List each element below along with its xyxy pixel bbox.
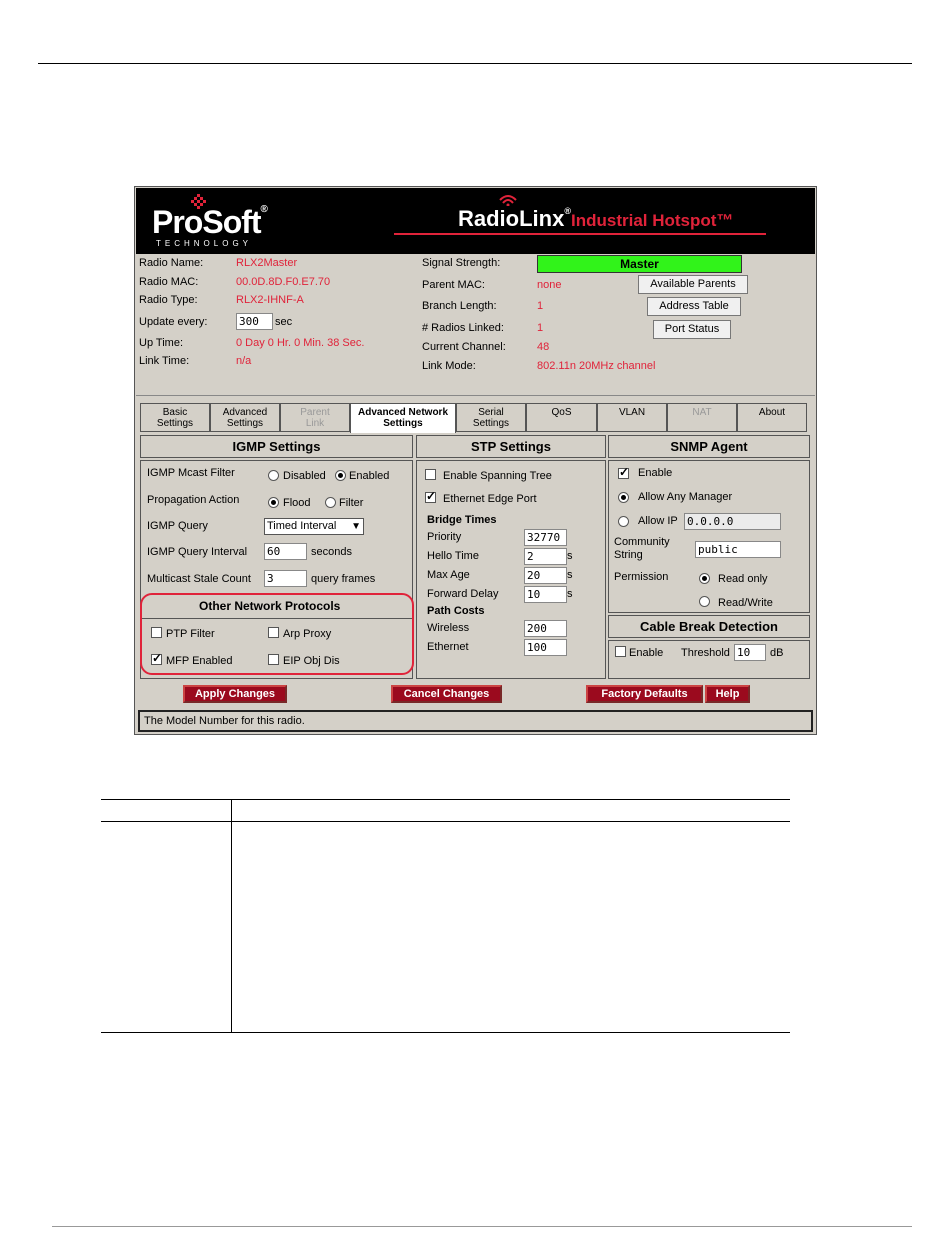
cable-break-enable-label: Enable [629,647,664,659]
allow-any-manager-label: Allow Any Manager [638,491,733,503]
max-age-input[interactable]: 20 [524,567,567,584]
top-rule [38,63,912,64]
linktime-value: n/a [236,355,252,367]
flood-radio[interactable] [268,497,279,508]
radio-name-label: Radio Name: [139,257,204,269]
factory-defaults-button[interactable]: Factory Defaults [586,685,703,703]
tab-advanced-settings[interactable]: Advanced Settings [210,403,280,432]
threshold-unit: dB [770,647,784,659]
ethernet-label: Ethernet [427,641,469,653]
update-interval-input[interactable]: 300 [236,313,273,330]
link-mode-label: Link Mode: [422,360,476,372]
eip-obj-dis-checkbox[interactable] [268,654,279,665]
max-age-label: Max Age [427,569,470,581]
igmp-mcast-filter-label: IGMP Mcast Filter [147,467,235,479]
tab-basic-settings[interactable]: Basic Settings [140,403,210,432]
status-bar: The Model Number for this radio. [138,710,813,732]
tab-advanced-network-settings[interactable]: Advanced Network Settings [350,403,456,433]
allow-ip-input[interactable]: 0.0.0.0 [684,513,781,530]
radio-name-value: RLX2Master [236,257,298,269]
community-string-label: Community String [614,536,670,561]
igmp-settings-header: IGMP Settings [140,435,413,458]
max-age-unit: s [567,569,573,581]
igmp-query-interval-input[interactable]: 60 [264,543,307,560]
other-protocols-header: Other Network Protocols [199,599,341,613]
mcast-disabled-radio[interactable] [268,470,279,481]
flood-label: Flood [283,497,311,509]
cancel-changes-button[interactable]: Cancel Changes [391,685,502,703]
snmp-enable-checkbox[interactable] [618,468,629,479]
forward-delay-input[interactable]: 10 [524,586,567,603]
branch-length-label: Branch Length: [422,300,497,312]
radio-type-label: Radio Type: [139,294,198,306]
read-write-radio[interactable] [699,596,710,607]
apply-changes-button[interactable]: Apply Changes [183,685,287,703]
read-only-label: Read only [718,573,768,585]
banner [136,188,815,254]
filter-radio[interactable] [325,497,336,508]
radio-mac-value: 00.0D.8D.F0.E7.70 [236,276,331,288]
allow-ip-label: Allow IP [638,515,678,527]
ethernet-cost-input[interactable]: 100 [524,639,567,656]
read-only-radio[interactable] [699,573,710,584]
forward-delay-label: Forward Delay [427,588,499,600]
multicast-stale-input[interactable]: 3 [264,570,307,587]
igmp-query-label: IGMP Query [147,520,208,532]
radios-linked-value: 1 [537,322,544,334]
help-button[interactable]: Help [705,685,750,703]
stp-settings-header: STP Settings [416,435,606,458]
logo-subtitle: TECHNOLOGY [156,239,253,248]
table-column-divider [231,799,232,1033]
propagation-action-label: Propagation Action [147,494,240,506]
table-bottom-border [101,1032,790,1033]
current-channel-label: Current Channel: [422,341,506,353]
threshold-label: Threshold [681,647,730,659]
snmp-enable-label: Enable [638,467,673,479]
address-table-button[interactable]: Address Table [647,297,741,316]
radio-config-panel [134,186,817,735]
tab-vlan[interactable]: VLAN [597,403,667,432]
parent-mac-value: none [537,279,562,291]
port-status-button[interactable]: Port Status [653,320,731,339]
radio-type-value: RLX2-IHNF-A [236,294,304,306]
multicast-stale-label: Multicast Stale Count [147,573,251,585]
mfp-enabled-label: MFP Enabled [166,655,233,667]
ethernet-edge-port-checkbox[interactable] [425,492,436,503]
radio-mac-label: Radio MAC: [139,276,199,288]
igmp-query-interval-label: IGMP Query Interval [147,546,248,558]
stale-unit: query frames [311,573,376,585]
chevron-down-icon: ▼ [351,521,361,532]
current-channel-value: 48 [537,341,550,353]
cable-break-enable-checkbox[interactable] [615,646,626,657]
ptp-filter-label: PTP Filter [166,628,215,640]
cable-break-box [608,640,810,679]
enable-spanning-tree-checkbox[interactable] [425,469,436,480]
community-string-input[interactable]: public [695,541,781,558]
wireless-cost-input[interactable]: 200 [524,620,567,637]
linktime-label: Link Time: [139,355,190,367]
interval-unit: seconds [311,546,352,558]
allow-any-manager-radio[interactable] [618,492,629,503]
divider [142,618,412,619]
cable-break-header: Cable Break Detection [608,615,810,638]
enable-spanning-tree-label: Enable Spanning Tree [443,470,552,482]
tab-about[interactable]: About [737,403,807,432]
mcast-enabled-radio[interactable] [335,470,346,481]
bridge-times-label: Bridge Times [427,514,497,526]
snmp-agent-header: SNMP Agent [608,435,810,458]
parent-mac-label: Parent MAC: [422,279,485,291]
tab-bar [140,403,810,432]
update-unit: sec [275,316,293,328]
threshold-input[interactable]: 10 [734,644,766,661]
hello-time-label: Hello Time [427,550,479,562]
tab-qos[interactable]: QoS [526,403,597,432]
allow-ip-radio[interactable] [618,516,629,527]
divider [136,395,815,396]
hello-time-input[interactable]: 2 [524,548,567,565]
wireless-label: Wireless [427,622,470,634]
uptime-value: 0 Day 0 Hr. 0 Min. 38 Sec. [236,337,365,349]
read-write-label: Read/Write [718,597,773,609]
link-mode-value: 802.11n 20MHz channel [537,360,656,372]
uptime-label: Up Time: [139,337,184,349]
hello-time-unit: s [567,550,573,562]
priority-input[interactable]: 32770 [524,529,567,546]
eip-obj-dis-label: EIP Obj Dis [283,655,340,667]
table-top-border [101,799,790,800]
signal-strength-bar: Master [537,255,742,273]
radios-linked-label: # Radios Linked: [422,322,504,334]
prosoft-logo: ProSoft® [152,204,267,240]
tab-parent-link[interactable]: Parent Link [280,403,350,432]
arp-proxy-label: Arp Proxy [283,628,332,640]
priority-label: Priority [427,531,462,543]
available-parents-button[interactable]: Available Parents [638,275,748,294]
permission-label: Permission [614,571,669,583]
bottom-rule [52,1226,912,1227]
forward-delay-unit: s [567,588,573,600]
update-label: Update every: [139,316,208,328]
table-header-border [101,821,790,822]
ptp-filter-checkbox[interactable] [151,627,162,638]
mfp-enabled-checkbox[interactable] [151,654,162,665]
tab-nat[interactable]: NAT [667,403,737,432]
tab-serial-settings[interactable]: Serial Settings [456,403,526,432]
wifi-icon [498,194,518,206]
ethernet-edge-port-label: Ethernet Edge Port [443,493,537,505]
igmp-query-select[interactable]: Timed Interval ▼ [264,518,364,535]
product-title: RadioLinx®Industrial Hotspot™ [458,206,734,231]
mcast-enabled-label: Enabled [349,470,390,482]
banner-underline [394,233,766,235]
path-costs-label: Path Costs [427,605,485,617]
filter-label: Filter [339,497,364,509]
branch-length-value: 1 [537,300,544,312]
signal-label: Signal Strength: [422,257,501,269]
arp-proxy-checkbox[interactable] [268,627,279,638]
mcast-disabled-label: Disabled [283,470,326,482]
